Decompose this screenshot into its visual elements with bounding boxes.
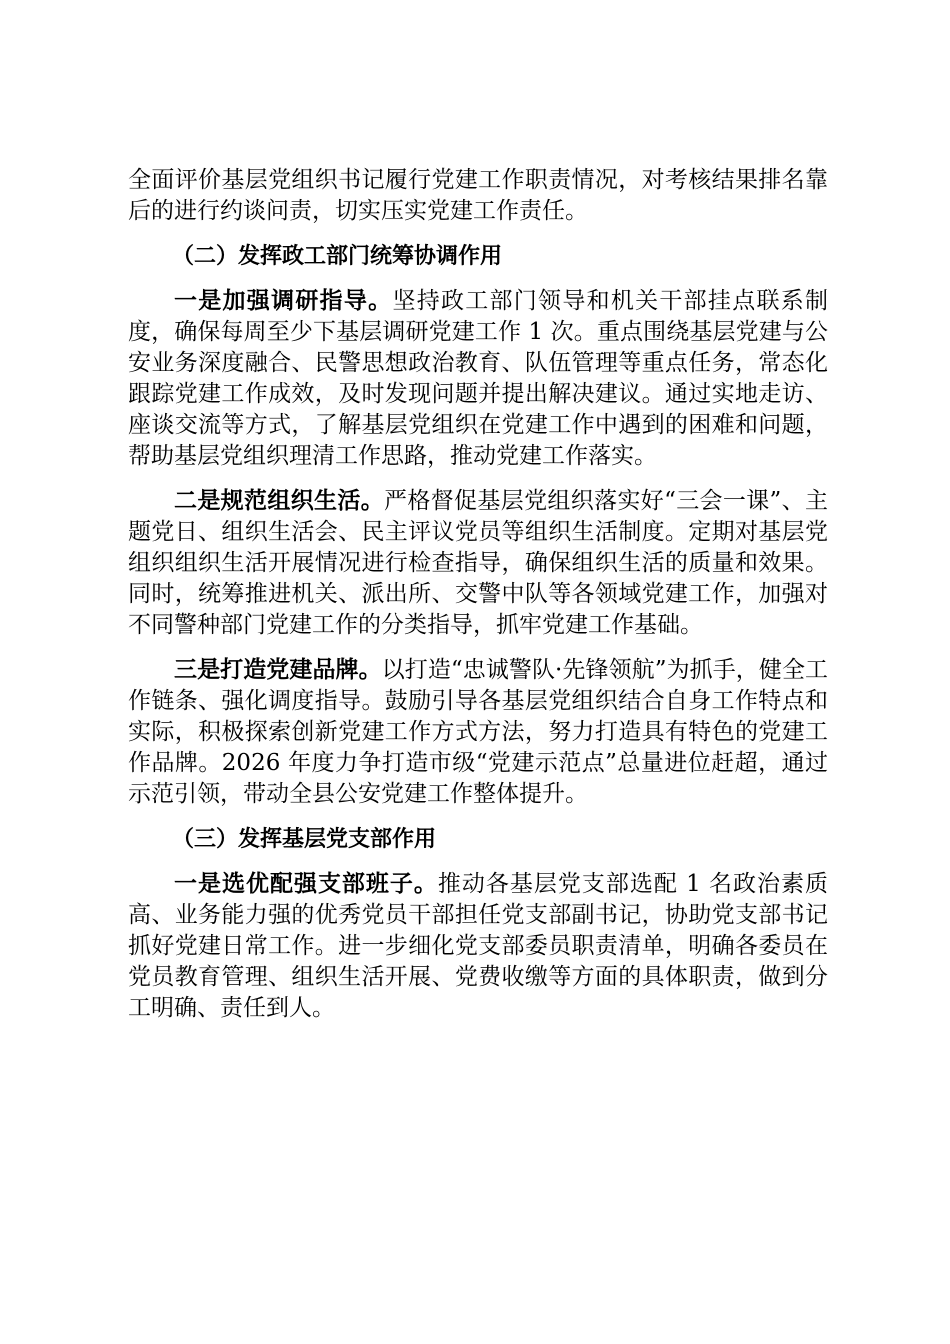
section-heading-2: （二）发挥政工部门统筹协调作用 — [172, 244, 503, 269]
document-body — [128, 165, 828, 1038]
paragraph-text: 严格督促基层党组织落实好“三会一课”、主题党日、组织生活会、民主评议党员等组织生活制度。定期对基层党组织组织生活开展情况进行检查指导，确保组织生活的质量和效果。同时，统筹推进机关、派出所、交警中队等各领域党建工作，加强对不同警种部门党建工作的分类指导，抓牢党建工作基础。 — [128, 488, 828, 638]
paragraph-continuation — [128, 165, 828, 227]
paragraph-lead: 一是加强调研指导。 — [174, 288, 393, 314]
paragraph-text: 全面评价基层党组织书记履行党建工作职责情况，对考核结果排名靠后的进行约谈问责，切实压实党建工作责任。 — [128, 167, 828, 224]
paragraph-lead: 三是打造党建品牌。 — [174, 657, 382, 683]
paragraph-lead: 一是选优配强支部班子。 — [174, 871, 438, 897]
section-heading-3: （三）发挥基层党支部作用 — [172, 827, 437, 852]
paragraph-party-brand — [128, 655, 828, 810]
paragraph-organization-life — [128, 486, 828, 641]
paragraph-text: 以打造“忠诚警队·先锋领航”为抓手，健全工作链条、强化调度指导。鼓励引导各基层党组织结合自身工作特点和实际，积极探索创新党建工作方式方法，努力打造具有特色的党建工作品牌。2026 年度力争打造市级“党建示范点”总量进位赶超，通过示范引领，带动全县公安党建工作整体提升。 — [128, 657, 829, 807]
paragraph-text: 推动各基层党支部选配 1 名政治素质高、业务能力强的优秀党员干部担任党支部副书记，协助党支部书记抓好党建日常工作。进一步细化党支部委员职责清单，明确各委员在党员教育管理、组织生活开展、党费收缴等方面的具体职责，做到分工明确、责任到人。 — [128, 871, 829, 1021]
paragraph-lead: 二是规范组织生活。 — [174, 488, 385, 514]
paragraph-text: 坚持政工部门领导和机关干部挂点联系制度，确保每周至少下基层调研党建工作 1 次。重点围绕基层党建与公安业务深度融合、民警思想政治教育、队伍管理等重点任务，常态化跟踪党建工作成效，及时发现问题并提出解决建议。通过实地走访、座谈交流等方式，了解基层党组织在党建工作中遇到的困难和问题，帮助基层党组织理清工作思路，推动党建工作落实。 — [128, 288, 829, 469]
paragraph-research-guidance — [128, 286, 828, 472]
paragraph-branch-team — [128, 869, 828, 1024]
